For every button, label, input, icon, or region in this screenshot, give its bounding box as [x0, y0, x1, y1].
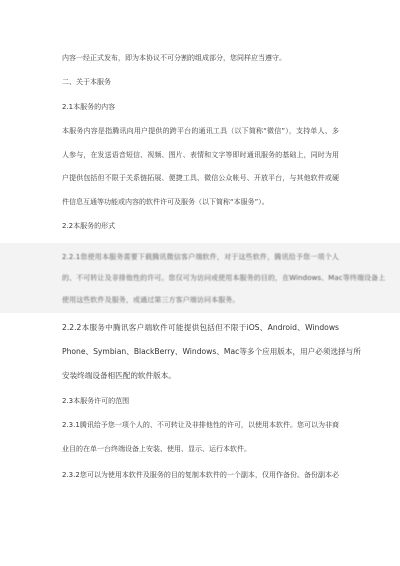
- intro-line: 内容一经正式发布，即为本协议不可分割的组成部分，您同样应当遵守。: [62, 54, 286, 62]
- paragraph-line: 业目的在单一台终端设备上安装、使用、显示、运行本软件。: [62, 445, 251, 453]
- section-2-2-heading: 2.2本服务的形式: [62, 222, 116, 230]
- paragraph-line: 人参与，在发送语音短信、视频、图片、表情和文字等即时通讯服务的基础上，同时为用: [62, 151, 339, 159]
- paragraph-line: 使用这些软件及服务，或通过第三方客户端访问本服务。: [62, 296, 240, 304]
- paragraph-line: 2.3.2您可以为使用本软件及服务的目的复制本软件的一个副本，仅用作备份。备份副本必: [62, 471, 339, 479]
- section-2-1-heading: 2.1本服务的内容: [62, 103, 116, 111]
- paragraph-line: 户提供包括但不限于关系链拓展、便捷工具、微信公众帐号、开放平台，与其他软件或硬: [62, 174, 339, 182]
- paragraph-line: 的、不可转让及非排他性的许可。您仅可为访问或使用本服务的目的，在Windows、Mac等终端设备上: [62, 274, 386, 282]
- paragraph-line: 本服务内容是指腾讯向用户提供的跨平台的通讯工具（以下简称“微信”），支持单人、多: [62, 127, 339, 135]
- section-2-title: 二、关于本服务: [62, 78, 111, 86]
- paragraph-line: 2.2.1您使用本服务需要下载腾讯微信客户端软件，对于这些软件，腾讯给予您一项个人: [62, 253, 339, 261]
- paragraph-line: 2.2.2本服务中腾讯客户端软件可能提供包括但不限于iOS、Android、Windows: [62, 323, 339, 332]
- paragraph-line: 安装终端设备相匹配的软件版本。: [62, 371, 176, 380]
- paragraph-line: 件信息互通等功能或内容的软件许可及服务（以下简称“本服务”）。: [62, 198, 269, 206]
- paragraph-line: Phone、Symbian、BlackBerry、Windows、Mac等多个应用版本，用户必须选择与所: [62, 347, 361, 356]
- paragraph-line: 2.3.1腾讯给予您一项个人的、不可转让及非排他性的许可，以使用本软件。您可以为非商: [62, 421, 339, 429]
- section-2-3-heading: 2.3本服务许可的范围: [62, 397, 130, 405]
